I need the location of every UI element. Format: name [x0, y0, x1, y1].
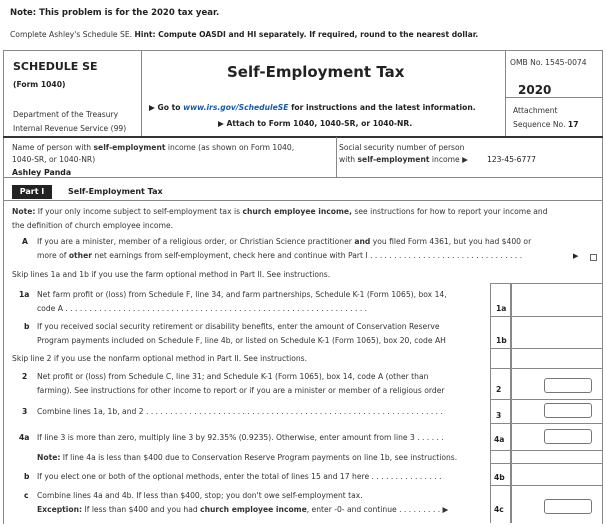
church-income-bold: church employee income: [200, 505, 307, 514]
exception-bold: Exception:: [37, 505, 83, 514]
divider: [490, 283, 603, 284]
part-note-line1: [12, 205, 597, 219]
line-a-checkbox[interactable]: [590, 254, 597, 261]
column-label: 1b: [496, 336, 507, 345]
divider: [490, 463, 603, 464]
line-number: 3: [22, 407, 28, 416]
instruction-prefix: Complete Ashley's Schedule SE.: [10, 30, 133, 39]
line-4b-text: If you elect one or both of the optional methods, enter the total of lines 15 and 17 here . . . . . . . . . . . . . . .: [37, 472, 442, 481]
line-3-text: Combine lines 1a, 1b, and 2 . . . . . . . . . . . . . . . . . . . . . . . . . . . . . . . . . . . . . . . . . . . . . . . . . . . . . . . . . . . . . .: [37, 407, 443, 416]
line-3-input[interactable]: [544, 403, 592, 418]
line-1b-text: [37, 320, 487, 348]
line-2-input[interactable]: [544, 378, 592, 393]
irs-name: Internal Revenue Service (99): [13, 124, 127, 133]
column-label: 4a: [494, 435, 505, 444]
line-a-part: more of: [37, 251, 69, 260]
name-label: [12, 142, 337, 166]
line-a-part: If you are a minister, member of a religious order, or Christian Science practitioner: [37, 237, 355, 246]
line-1a-text: [37, 288, 482, 316]
divider: [490, 450, 603, 451]
note-text: see instructions for how to report your income and: [351, 207, 548, 216]
irs-link[interactable]: www.irs.gov/ScheduleSE: [183, 103, 289, 112]
line-1b-row2: Program payments included on Schedule F, line 4b, or listed on Schedule K-1 (Form 1065), box 20, code AH: [37, 336, 446, 345]
line-4-note: [37, 451, 457, 465]
ssn-label-line1: Social security number of person: [339, 143, 465, 152]
goto-instruction: [149, 103, 476, 112]
ssn-value: 123-45-6777: [487, 155, 536, 164]
column-label: 4c: [494, 505, 504, 514]
line-a-text: [37, 235, 582, 263]
attach-instruction: ▶ Attach to Form 1040, 1040-SR, or 1040-NR.: [218, 119, 413, 128]
instruction-hint: Hint: Compute OASDI and HI separately. If required, round to the nearest dollar.: [134, 30, 479, 39]
line-a-part: net earnings from self-employment, check here and continue with Part I . . . . . . . . . . . . . . . . . . . . . . . . . . . . . . . .: [91, 251, 523, 260]
line-a-part: you filed Form 4361, but you had $400 or: [370, 237, 532, 246]
ssn-label-line2: [339, 154, 468, 166]
tax-year: 2020: [518, 83, 552, 97]
note-bold: church employee income,: [242, 207, 352, 216]
divider: [490, 423, 603, 424]
note-text: If line 4a is less than $400 due to Conservation Reserve Program payments on line 1b, see instructions.: [60, 453, 458, 462]
ssn-label-part: with: [339, 155, 358, 164]
arrow-icon: ▶: [573, 252, 579, 260]
schedule-name: SCHEDULE SE: [13, 60, 98, 73]
divider: [511, 283, 512, 523]
line-a-and: and: [354, 237, 371, 246]
line-4c-row1: Combine lines 4a and 4b. If less than $400, stop; you don't owe self-employment tax.: [37, 491, 363, 500]
part-note-line2: the definition of church employee income.: [12, 221, 174, 230]
line-2-row1: Net profit or (loss) from Schedule C, line 31; and Schedule K-1 (Form 1065), box 14, code A (other than: [37, 372, 429, 381]
line-number: A: [22, 237, 28, 246]
problem-note: Note: This problem is for the 2020 tax year.: [10, 8, 220, 18]
divider: [3, 136, 603, 138]
line-2-text: [37, 370, 487, 398]
ssn-label-part: income ▶: [429, 155, 468, 164]
part-label: Part I: [12, 185, 52, 199]
part-note: [12, 205, 597, 233]
skip-instruction-1: Skip lines 1a and 1b if you use the farm optional method in Part II. See instructions.: [12, 270, 331, 279]
divider: [505, 97, 603, 98]
omb-number: OMB No. 1545-0074: [510, 58, 587, 67]
form-title: Self-Employment Tax: [227, 63, 405, 81]
name-label-line1: [12, 142, 337, 154]
attachment-sequence: [513, 104, 578, 132]
line-1a-row2: code A . . . . . . . . . . . . . . . . . . . . . . . . . . . . . . . . . . . . . . . . . . . . . . . . . . . . . . . . . . . . . . .: [37, 304, 368, 313]
line-4a-text: If line 3 is more than zero, multiply line 3 by 92.35% (0.9235). Otherwise, enter amount from line 3 . . . . . .: [37, 433, 444, 442]
divider: [141, 50, 142, 137]
taxpayer-name: Ashley Panda: [12, 168, 72, 177]
department-name: Department of the Treasury: [13, 110, 119, 119]
line-a-row2: [37, 249, 582, 263]
column-label: 1a: [496, 304, 507, 313]
line-4c-part: If less than $400 and you had: [82, 505, 201, 514]
line-4c-input[interactable]: [544, 499, 592, 514]
line-number: b: [24, 322, 30, 331]
ssn-label: [339, 142, 468, 166]
line-2-row2: farming). See instructions for other income to report or if you are a minister or member of a religious order: [37, 386, 445, 395]
line-1a-row1: Net farm profit or (loss) from Schedule F, line 34, and farm partnerships, Schedule K-1 (Form 1065), box 14,: [37, 290, 447, 299]
ssn-label-bold: self-employment: [357, 155, 430, 164]
problem-instruction: [10, 30, 478, 39]
divider: [490, 348, 603, 349]
column-label: 2: [496, 385, 502, 394]
note-bold: Note:: [12, 207, 36, 216]
line-4c-text: [37, 489, 487, 517]
divider: [3, 200, 603, 201]
divider: [505, 50, 506, 137]
divider: [490, 368, 603, 369]
sequence-line: [513, 118, 578, 132]
name-label-part: Name of person with: [12, 143, 94, 152]
goto-prefix: ▶ Go to: [149, 103, 184, 112]
line-4a-input[interactable]: [544, 429, 592, 444]
part-title: Self-Employment Tax: [68, 187, 163, 196]
line-1b-row1: If you received social security retirement or disability benefits, enter the amount of Conservation Reserve: [37, 322, 440, 331]
line-4c-part: , enter -0- and continue . . . . . . . . . ▶: [306, 505, 449, 514]
line-number: b: [24, 472, 30, 481]
note-text: If your only income subject to self-employment tax is: [35, 207, 243, 216]
note-bold: Note:: [37, 453, 61, 462]
line-a-row1: [37, 235, 582, 249]
line-number: c: [24, 491, 29, 500]
attachment-label: Attachment: [513, 106, 558, 115]
column-label: 4b: [494, 473, 505, 482]
goto-suffix: for instructions and the latest information.: [288, 103, 476, 112]
name-label-line2: 1040-SR, or 1040-NR): [12, 155, 96, 164]
line-number: 1a: [19, 290, 30, 299]
divider: [490, 316, 603, 317]
line-a-other: other: [68, 251, 92, 260]
line-number: 2: [22, 372, 28, 381]
form-reference: (Form 1040): [13, 80, 66, 89]
line-4c-row2: [37, 503, 487, 517]
line-number-column: [490, 283, 511, 523]
divider: [3, 177, 603, 178]
divider: [490, 485, 603, 486]
divider: [490, 399, 603, 400]
skip-instruction-2: Skip line 2 if you use the nonfarm optional method in Part II. See instructions.: [12, 354, 308, 363]
sequence-number: 17: [567, 120, 579, 129]
column-label: 3: [496, 411, 502, 420]
name-label-bold: self-employment: [93, 143, 166, 152]
sequence-label: Sequence No.: [513, 120, 566, 129]
line-number: 4a: [19, 433, 30, 442]
department: [13, 108, 126, 136]
name-label-part: income (as shown on Form 1040,: [165, 143, 295, 152]
